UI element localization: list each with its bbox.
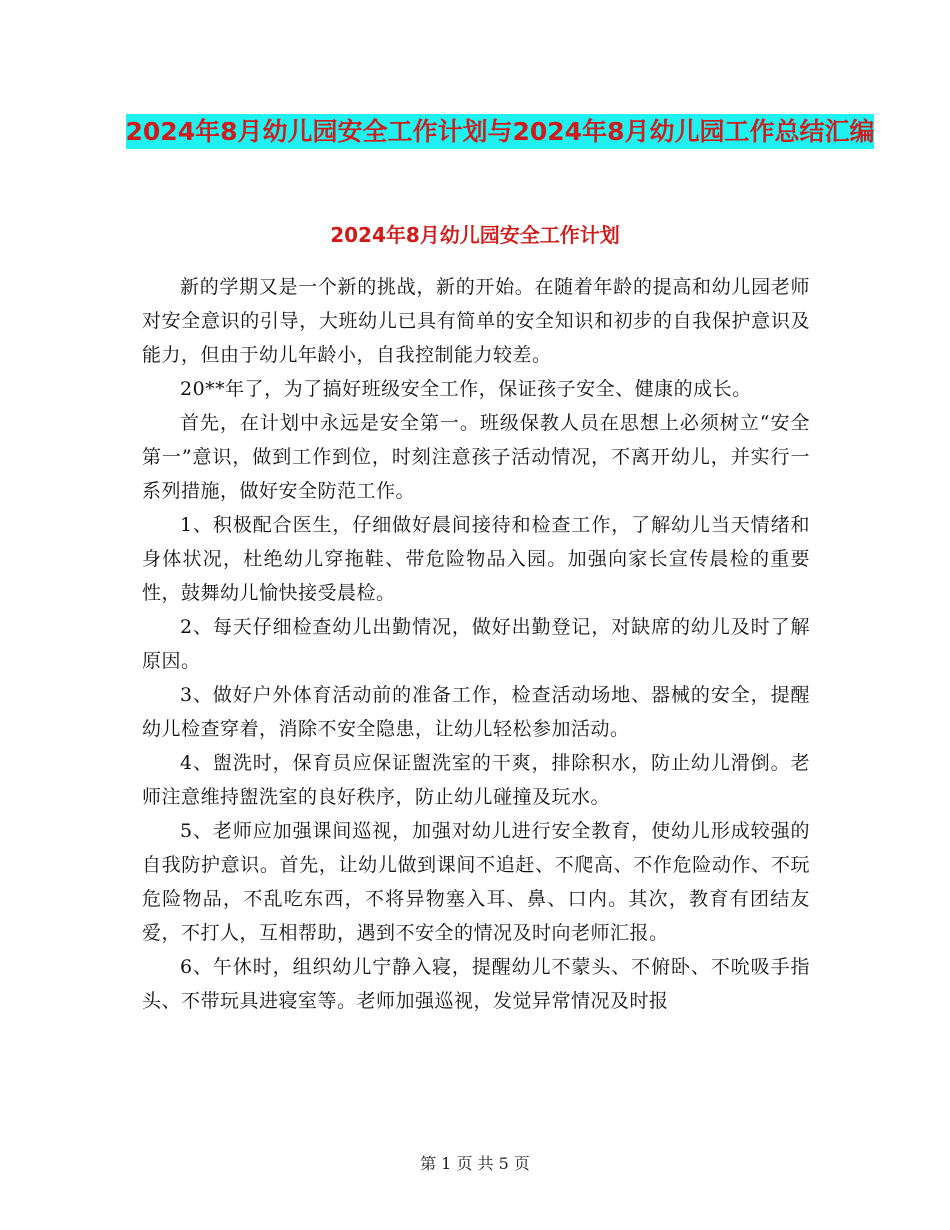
section-title: 2024年8月幼儿园安全工作计划: [330, 223, 620, 247]
document-title: [120, 110, 880, 154]
paragraph-intro: 新的学期又是一个新的挑战，新的开始。在随着年龄的提高和幼儿园老师对安全意识的引导，大班幼儿已具有简单的安全知识和初步的自我保护意识及能力，但由于幼儿年龄小，自我控制能力较差。: [142, 276, 810, 366]
page-footer: 第 1 页 共 5 页: [420, 1154, 530, 1173]
body-text: [142, 270, 810, 1018]
paragraph-safety-first: 首先，在计划中永远是安全第一。班级保教人员在思想上必须树立“安全第一”意识，做到工作到位，时刻注意孩子活动情况，不离开幼儿，并实行一系列措施，做好安全防范工作。: [142, 412, 810, 502]
paragraph-item-4: 4、盥洗时，保育员应保证盥洗室的干爽，排除积水，防止幼儿滑倒。老师注意维持盥洗室的良好秩序，防止幼儿碰撞及玩水。: [142, 752, 810, 808]
paragraph-item-3: 3、做好户外体育活动前的准备工作，检查活动场地、器械的安全，提醒幼儿检查穿着，消除不安全隐患，让幼儿轻松参加活动。: [142, 684, 810, 740]
document-title-highlight: 2024年8月幼儿园安全工作计划与2024年8月幼儿园工作总结汇编: [126, 114, 875, 149]
paragraph-item-1: 1、积极配合医生，仔细做好晨间接待和检查工作，了解幼儿当天情绪和身体状况，杜绝幼儿穿拖鞋、带危险物品入园。加强向家长宣传晨检的重要性，鼓舞幼儿愉快接受晨检。: [142, 514, 810, 604]
paragraph-item-2: 2、每天仔细检查幼儿出勤情况，做好出勤登记，对缺席的幼儿及时了解原因。: [142, 616, 810, 672]
paragraph-item-5: 5、老师应加强课间巡视，加强对幼儿进行安全教育，使幼儿形成较强的自我防护意识。首先，让幼儿做到课间不追赶、不爬高、不作危险动作、不玩危险物品，不乱吃东西，不将异物塞入耳、鼻、口内。其次，教育有团结友爱，不打人，互相帮助，遇到不安全的情况及时向老师汇报。: [142, 820, 810, 944]
paragraph-year: 20**年了，为了搞好班级安全工作，保证孩子安全、健康的成长。: [180, 378, 752, 400]
paragraph-item-6: 6、午休时，组织幼儿宁静入寝，提醒幼儿不蒙头、不俯卧、不吮吸手指头、不带玩具进寝室等。老师加强巡视，发觉异常情况及时报: [142, 956, 810, 1012]
